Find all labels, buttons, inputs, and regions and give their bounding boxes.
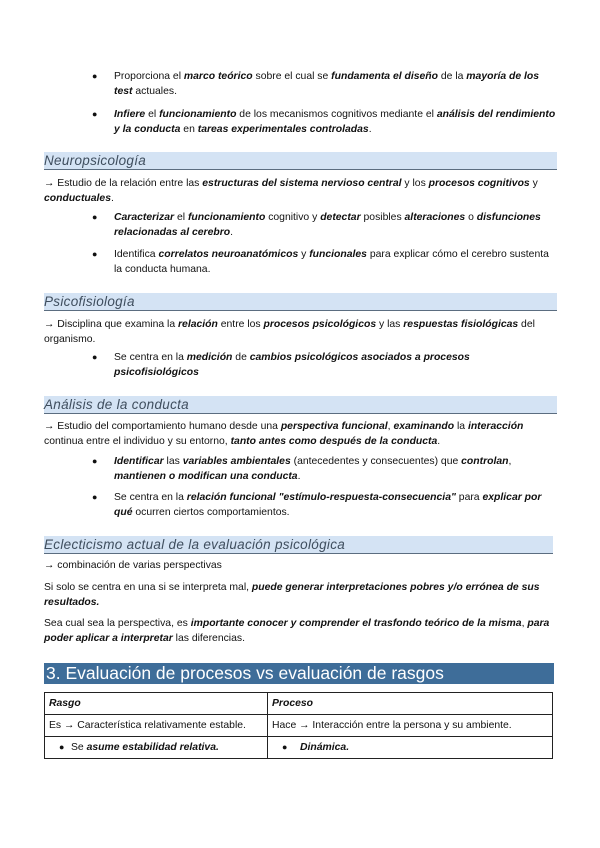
table-header-proceso: Proceso: [268, 693, 553, 715]
bullet-dot-icon: ●: [92, 492, 98, 502]
section-heading-analisis: [44, 396, 557, 414]
section-heading-text: Psicofisiología: [44, 294, 135, 309]
section-intro: → Disciplina que examina la relación entre los procesos psicológicos y las respuestas fisiológicas del organismo.: [44, 319, 535, 345]
list-item-text: Se centra en la relación funcional "estímulo-respuesta-consecuencia" para explicar por qué ocurren ciertos comportamientos.: [114, 492, 542, 518]
section-heading-text: Eclecticismo actual de la evaluación psicológica: [44, 537, 346, 552]
eclecticism-paragraph-1: Si solo se centra en una si se interpreta mal, puede generar interpretaciones pobres y/o errónea de sus resultados.: [44, 582, 540, 608]
table-header-row: [45, 693, 553, 715]
bullet-dot-icon: ●: [59, 742, 65, 752]
section-intro: → Estudio de la relación entre las estructuras del sistema nervioso central y los procesos cognitivos y conductuales.: [44, 178, 538, 204]
bullet-dot-icon: ●: [92, 249, 98, 259]
list-item-text: Se centra en la medición de cambios psicológicos asociados a procesos psicofisiológicos: [114, 352, 470, 378]
table-cell: [268, 737, 553, 759]
section-heading-text: Análisis de la conducta: [44, 397, 189, 412]
section-heading-3: [44, 663, 554, 684]
section-heading-text: Neuropsicología: [44, 153, 147, 168]
section-heading-text: 3. Evaluación de procesos vs evaluación de rasgos: [46, 663, 444, 683]
list-item-text: Identifica correlatos neuroanatómicos y funcionales para explicar cómo el cerebro sustenta la conducta humana.: [114, 249, 549, 275]
table-cell: [45, 737, 268, 759]
list-item-text: Caracterizar el funcionamiento cognitivo y detectar posibles alteraciones o disfunciones relacionadas al cerebro.: [114, 212, 541, 238]
section-heading-psicofisiologia: [44, 293, 557, 311]
table-row: [45, 715, 553, 737]
comparison-table: [44, 692, 553, 759]
section-heading-neuropsicologia: [44, 152, 557, 170]
table-cell: Hace → Interacción entre la persona y su ambiente.: [268, 715, 553, 737]
bullet-dot-icon: ●: [282, 742, 288, 752]
table-cell: Es → Característica relativamente estable.: [45, 715, 268, 737]
eclecticism-paragraph-2: Sea cual sea la perspectiva, es importante conocer y comprender el trasfondo teórico de la misma, para poder aplicar a interpretar las diferencias.: [44, 618, 550, 644]
bullet-dot-icon: ●: [92, 352, 98, 362]
bullet-dot-icon: ●: [92, 71, 98, 81]
table-cell-text: Dinámica.: [300, 742, 350, 753]
bullet-dot-icon: ●: [92, 109, 98, 119]
bullet-dot-icon: ●: [92, 212, 98, 222]
list-item-text: Infiere el funcionamiento de los mecanismos cognitivos mediante el análisis del rendimiento y la conducta en tareas experimentales controladas.: [114, 109, 556, 135]
bullet-dot-icon: ●: [92, 456, 98, 466]
list-item-text: Proporciona el marco teórico sobre el cual se fundamenta el diseño de la mayoría de los test actuales.: [114, 71, 540, 97]
section-heading-eclecticismo: [44, 536, 553, 554]
table-row: [45, 737, 553, 759]
table-header-rasgo: Rasgo: [45, 693, 268, 715]
eclecticism-line: → combinación de varias perspectivas: [44, 560, 222, 571]
table-cell-text: Se asume estabilidad relativa.: [71, 742, 219, 753]
list-item-text: Identificar las variables ambientales (antecedentes y consecuentes) que controlan, mantienen o modifican una conducta.: [114, 456, 512, 482]
section-intro: → Estudio del comportamiento humano desde una perspectiva funcional, examinando la interacción continua entre el individuo y su entorno, tanto antes como después de la conducta.: [44, 421, 524, 447]
